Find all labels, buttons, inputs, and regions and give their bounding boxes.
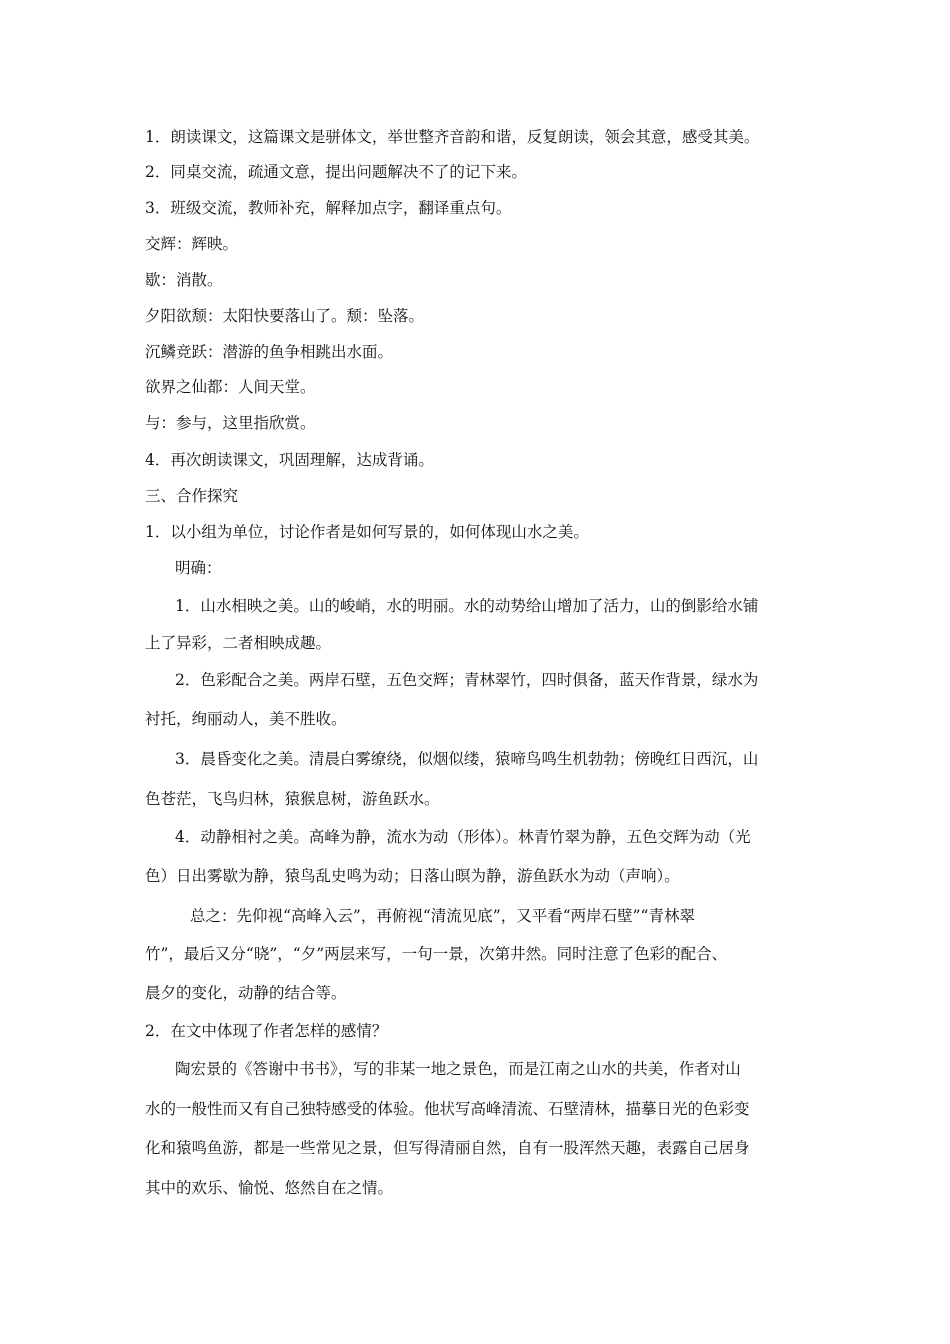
text-line: 与：参与，这里指欣赏。 xyxy=(145,414,316,432)
text-line: 1．山水相映之美。山的峻峭，水的明丽。水的动势给山增加了活力，山的倒影给水铺 xyxy=(175,597,759,615)
text-line: 明确： xyxy=(175,559,222,577)
section-heading: 三、合作探究 xyxy=(145,487,239,505)
text-line: 3．班级交流，教师补充，解释加点字，翻译重点句。 xyxy=(145,199,512,217)
text-line: 竹”，最后又分“晓”，“夕”两层来写，一句一景，次第井然。同时注意了色彩的配合、 xyxy=(145,945,728,963)
text-line: 2．色彩配合之美。两岸石壁，五色交辉；青林翠竹，四时俱备，蓝天作背景，绿水为 xyxy=(175,671,759,689)
text-line: 其中的欢乐、愉悦、悠然自在之情。 xyxy=(145,1179,394,1197)
text-line: 4．动静相衬之美。高峰为静，流水为动（形体）。林青竹翠为静，五色交辉为动（光 xyxy=(175,828,751,846)
text-line: 晨夕的变化，动静的结合等。 xyxy=(145,984,347,1002)
text-line: 上了异彩，二者相映成趣。 xyxy=(145,634,332,652)
text-line: 水的一般性而又有自己独特感受的体验。他状写高峰清流、石壁清林，描摹日光的色彩变 xyxy=(145,1100,750,1118)
text-line: 4．再次朗读课文，巩固理解，达成背诵。 xyxy=(145,451,434,469)
text-line: 色）日出雾歇为静，猿鸟乱史鸣为动；日落山暝为静，游鱼跃水为动（声响）。 xyxy=(145,867,680,885)
text-line: 陶宏景的《答谢中书书》，写的非某一地之景色，而是江南之山水的共美，作者对山 xyxy=(175,1060,741,1078)
text-line: 沉鳞竞跃：潜游的鱼争相跳出水面。 xyxy=(145,343,394,361)
text-line: 2．在文中体现了作者怎样的感情？ xyxy=(145,1022,388,1040)
text-line: 1．朗读课文，这篇课文是骈体文，举世整齐音韵和谐，反复朗读，领会其意，感受其美。 xyxy=(145,128,760,146)
text-line: 2．同桌交流，疏通文意，提出问题解决不了的记下来。 xyxy=(145,163,527,181)
text-line: 欲界之仙都：人间天堂。 xyxy=(145,378,316,396)
text-line: 化和猿鸣鱼游，都是一些常见之景，但写得清丽自然，自有一股浑然天趣，表露自己居身 xyxy=(145,1139,750,1157)
text-line: 1．以小组为单位，讨论作者是如何写景的，如何体现山水之美。 xyxy=(145,523,589,541)
text-line: 色苍茫，飞鸟归林，猿猴息树，游鱼跃水。 xyxy=(145,790,440,808)
text-line: 3．晨昏变化之美。清晨白雾缭绕，似烟似缕，猿啼鸟鸣生机勃勃；傍晚红日西沉，山 xyxy=(175,750,759,768)
text-line: 夕阳欲颓：太阳快要落山了。颓：坠落。 xyxy=(145,307,425,325)
text-line: 交辉：辉映。 xyxy=(145,235,239,253)
text-line: 总之：先仰视“高峰入云”，再俯视“清流见底”，又平看“两岸石壁”“青林翠 xyxy=(190,907,695,925)
text-line: 歇：消散。 xyxy=(145,271,223,289)
text-line: 衬托，绚丽动人，美不胜收。 xyxy=(145,710,347,728)
